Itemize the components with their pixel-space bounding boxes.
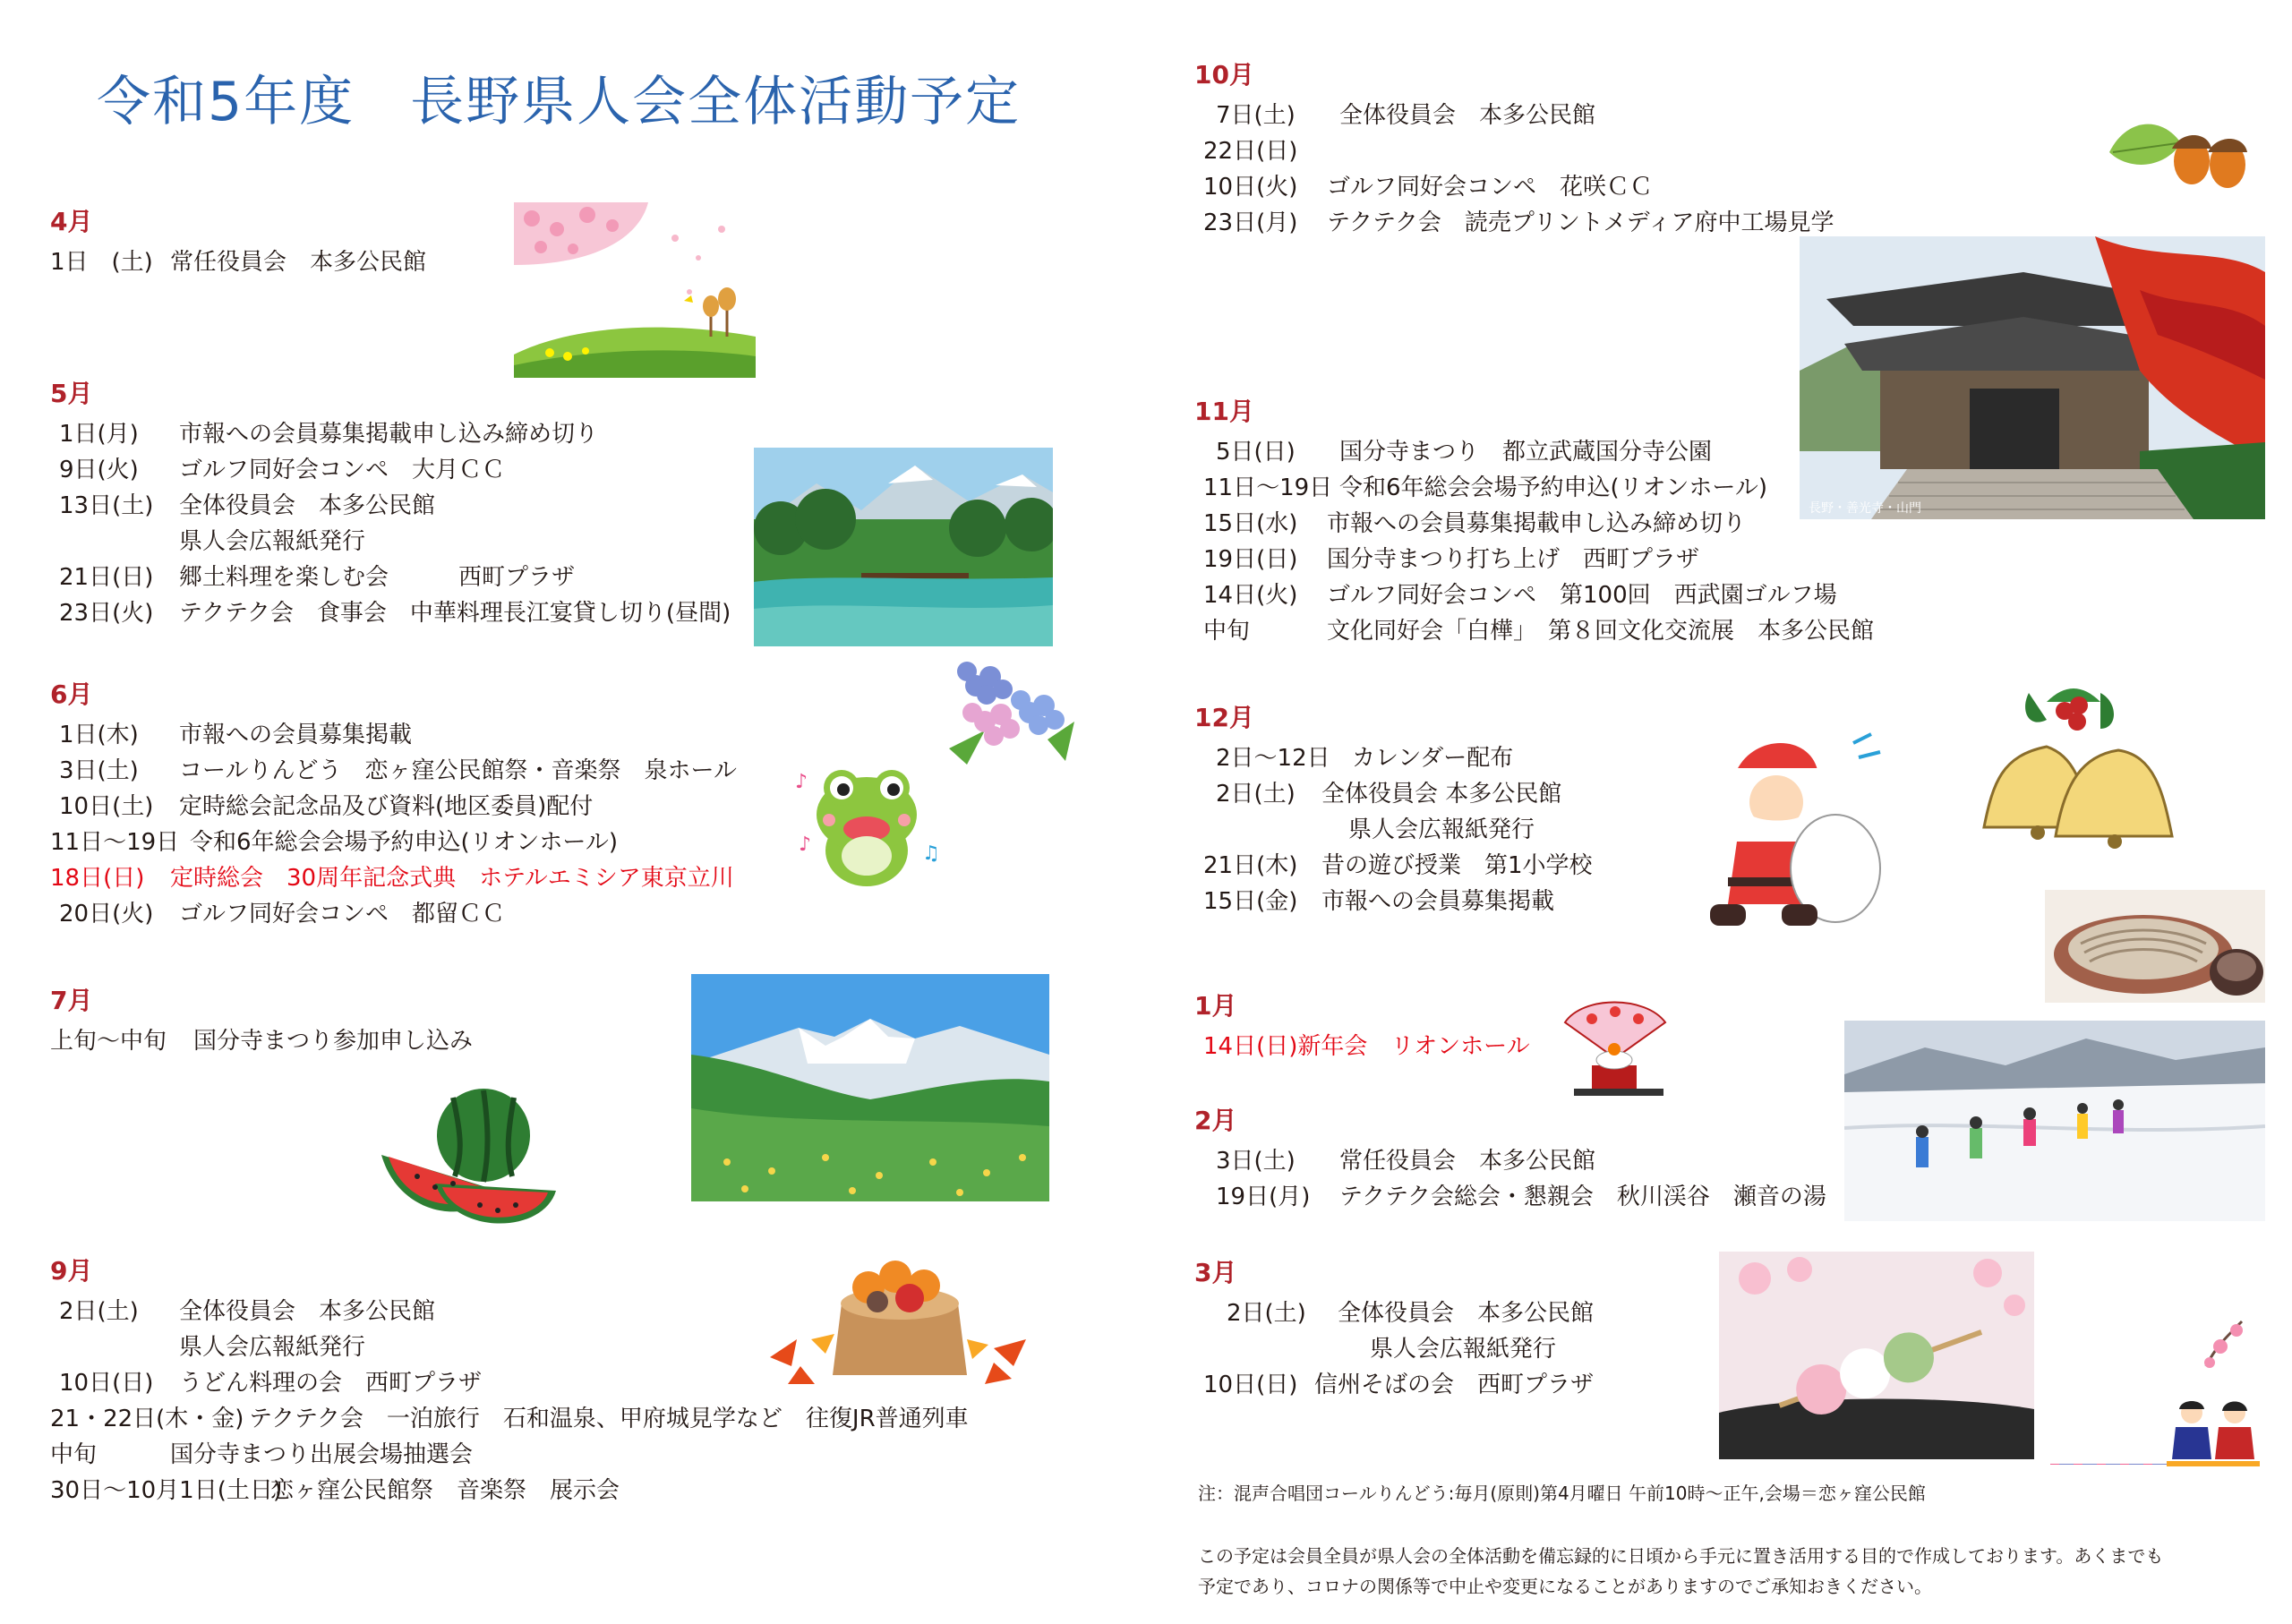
event-text: 国分寺まつり出展会場抽選会: [170, 1441, 474, 1468]
event-date: 19日(日): [1203, 546, 1298, 573]
event-text: 令和6年総会会場予約申込(リオンホール): [190, 829, 619, 856]
event-date: 10日(日): [59, 1370, 154, 1397]
soba-noodle-photo: [2045, 890, 2265, 1003]
event-date: 1日 (土): [50, 249, 153, 276]
frog-illustration: [788, 752, 940, 895]
event-row: [50, 718, 784, 754]
alpine-meadow-photo: [691, 974, 1049, 1201]
event-date: 2日～12日: [1216, 745, 1330, 772]
event-text: うどん料理の会 西町プラザ: [179, 1370, 483, 1397]
event-text: 国分寺まつり参加申し込み: [193, 1028, 474, 1055]
event-date: 14日(日): [1203, 1033, 1298, 1060]
event-text: テクテク会 一泊旅行 石和温泉、甲府城見学など 往復JR普通列車: [249, 1406, 969, 1432]
event-row-highlight: [50, 861, 784, 897]
event-date: 中旬: [1203, 618, 1251, 645]
month-october: [1194, 57, 1911, 242]
event-text: ゴルフ同好会コンペ 花咲ＣＣ: [1327, 174, 1654, 201]
event-text: ゴルフ同好会コンペ 都留ＣＣ: [179, 901, 506, 927]
event-text: カレンダー配布: [1352, 745, 1514, 772]
event-date: 3日(土): [59, 757, 139, 784]
month-label: 4月: [50, 207, 93, 236]
event-row: [1194, 98, 1911, 134]
event-text: 定時総会 30周年記念式典 ホテルエミシア東京立川: [170, 865, 734, 892]
month-label: 10月: [1194, 60, 1254, 90]
event-date: 7日(土): [1216, 102, 1296, 129]
footnote-disclaimer-line2: 予定であり、コロナの関係等で中止や変更になることがありますのでご承知おきください。: [1198, 1576, 1932, 1597]
watermelon-illustration: [372, 1083, 560, 1237]
event-text: 国分寺まつり打ち上げ 西町プラザ: [1327, 546, 1700, 573]
event-text: 全体役員会 本多公民館: [179, 1298, 436, 1325]
event-date: 10日(土): [59, 793, 154, 820]
event-text: テクテク会総会・懇親会 秋川渓谷 瀬音の湯: [1339, 1184, 1826, 1210]
event-row: [50, 1438, 999, 1474]
santa-illustration: [1683, 725, 1889, 940]
event-row: [50, 1024, 677, 1060]
photo-caption: 長野・善光寺・山門: [1809, 501, 1921, 516]
event-text: 全体役員会 本多公民館: [1338, 1300, 1595, 1327]
event-date: 1日(月): [59, 421, 139, 448]
event-date: 11日～19日: [1203, 474, 1333, 501]
event-row: [1194, 614, 1911, 650]
event-row: [50, 453, 748, 489]
month-label: 6月: [50, 680, 93, 709]
event-row: [50, 897, 784, 933]
footnote-chorus: 注：混声合唱団コールりんどう:毎月(原則)第4月曜日 午前10時～正午,会場＝恋ヶ窪公民館: [1198, 1483, 1926, 1504]
event-list: [50, 1024, 677, 1060]
event-row: [50, 596, 748, 632]
event-text: 全体役員会 本多公民館: [1321, 781, 1562, 808]
event-date: 上旬～中旬: [50, 1028, 167, 1055]
event-row: [50, 1474, 999, 1509]
event-text: 県人会広報紙発行: [179, 528, 366, 555]
christmas-bells-illustration: [1966, 675, 2181, 854]
event-row: [1194, 578, 1911, 614]
event-list: [50, 417, 748, 632]
event-text: テクテク会 読売プリントメディア府中工場見学: [1327, 209, 1834, 236]
event-date: 21・22日(木・金): [50, 1406, 244, 1432]
event-text: 国分寺まつり 都立武蔵国分寺公園: [1339, 439, 1713, 466]
event-text: 信州そばの会 西町プラザ: [1314, 1372, 1595, 1398]
event-row: [50, 417, 748, 453]
event-row: [50, 489, 748, 525]
event-date: 21日(日): [59, 564, 154, 591]
footnote-disclaimer-line1: この予定は会員全員が県人会の全体活動を備忘録的に日頃から手元に置き活用する目的で作成しております。あくまでも: [1198, 1545, 2164, 1567]
event-text: 定時総会記念品及び資料(地区委員)配付: [179, 793, 594, 820]
event-text: テクテク会 食事会 中華料理長江宴貸し切り(昼間): [179, 600, 731, 627]
svg-text:♪: ♪: [799, 833, 812, 856]
month-label: 2月: [1194, 1106, 1237, 1135]
event-date: 1日(木): [59, 722, 139, 748]
skiing-photo: [1844, 1021, 2265, 1221]
event-text: コールりんどう 恋ヶ窪公民館祭・音楽祭 泉ホール: [179, 757, 737, 784]
month-label: 9月: [50, 1256, 93, 1286]
event-date: 19日(月): [1216, 1184, 1311, 1210]
event-date: 11日～19日: [50, 829, 180, 856]
month-may: [50, 376, 748, 632]
event-row: [50, 525, 748, 560]
event-date: 15日(金): [1203, 888, 1298, 915]
month-july: [50, 983, 677, 1060]
svg-text:♪: ♪: [795, 771, 808, 793]
spring-meadow-illustration: [514, 202, 756, 378]
temple-gate-photo: [1800, 236, 2265, 519]
event-date: 2日(土): [1216, 781, 1296, 808]
autumn-stump-illustration: [752, 1250, 1048, 1393]
event-date: 21日(木): [1203, 852, 1298, 879]
event-row: [50, 754, 784, 790]
event-list: [50, 718, 784, 933]
event-row: [50, 825, 784, 861]
month-label: 5月: [50, 379, 93, 408]
acorn-illustration: [2109, 98, 2253, 197]
month-june: [50, 677, 784, 933]
new-year-fan-illustration: [1556, 996, 1674, 1099]
event-date: 23日(火): [59, 600, 154, 627]
event-date: 3日(土): [1216, 1148, 1296, 1175]
event-row: [1194, 1144, 1875, 1180]
event-text: 市報への会員募集掲載: [1321, 888, 1555, 915]
event-date: 2日(土): [1227, 1300, 1306, 1327]
event-date: 9日(火): [59, 457, 139, 483]
event-text: 郷土料理を楽しむ会 西町プラザ: [179, 564, 576, 591]
event-row: [1194, 1180, 1875, 1216]
event-text: 令和6年総会会場予約申込(リオンホール): [1339, 474, 1768, 501]
page-title: 令和5年度 長野県人会全体活動予定: [97, 71, 1022, 133]
event-date: 23日(月): [1203, 209, 1298, 236]
event-row: [50, 560, 748, 596]
decorative-stripe: [2050, 1457, 2167, 1465]
mountain-river-photo: [754, 448, 1053, 646]
svg-text:♫: ♫: [922, 842, 940, 865]
event-date: 18日(日): [50, 865, 145, 892]
event-row: [1194, 543, 1911, 578]
event-date: 中旬: [50, 1441, 98, 1468]
event-text: 県人会広報紙発行: [179, 1334, 366, 1361]
event-text: ゴルフ同好会コンペ 大月ＣＣ: [179, 457, 506, 483]
event-date: 10日(日): [1203, 1372, 1298, 1398]
event-text: 市報への会員募集掲載申し込み締め切り: [179, 421, 599, 448]
event-text: 市報への会員募集掲載: [179, 722, 413, 748]
event-text: 恋ヶ窪公民館祭 音楽祭 展示会: [270, 1477, 620, 1504]
event-date: 30日～10月1日(土日): [50, 1477, 282, 1504]
event-text: 新年会 リオンホール: [1297, 1033, 1530, 1060]
event-row: [1194, 134, 1911, 170]
event-text: 常任役員会 本多公民館: [1339, 1148, 1596, 1175]
event-row: [50, 1402, 999, 1438]
event-date: 15日(水): [1203, 510, 1298, 537]
event-date: 20日(火): [59, 901, 154, 927]
event-text: 県人会広報紙発行: [1348, 816, 1535, 843]
event-text: 昔の遊び授業 第1小学校: [1321, 852, 1593, 879]
month-label: 3月: [1194, 1258, 1237, 1287]
event-date: 14日(火): [1203, 582, 1298, 609]
event-date: 10日(火): [1203, 174, 1298, 201]
event-date: 2日(土): [59, 1298, 139, 1325]
month-february: [1194, 1103, 1875, 1216]
month-label: 12月: [1194, 703, 1254, 732]
month-label: 7月: [50, 986, 93, 1015]
sakura-dango-photo: [1719, 1252, 2034, 1459]
event-text: 市報への会員募集掲載申し込み締め切り: [1327, 510, 1747, 537]
event-date: 13日(土): [59, 492, 154, 519]
event-text: 全体役員会 本多公民館: [179, 492, 436, 519]
plum-blossom-illustration: [2197, 1312, 2251, 1375]
event-text: 常任役員会 本多公民館: [170, 249, 427, 276]
event-text: ゴルフ同好会コンペ 第100回 西武園ゴルフ場: [1327, 582, 1837, 609]
event-row: [50, 790, 784, 825]
event-row: [1194, 170, 1911, 206]
event-list: [1194, 1144, 1875, 1216]
event-text: 全体役員会 本多公民館: [1339, 102, 1596, 129]
event-text: 県人会広報紙発行: [1370, 1336, 1557, 1363]
hydrangea-illustration: [931, 650, 1083, 766]
month-label: 1月: [1194, 991, 1237, 1021]
event-list: [1194, 98, 1911, 242]
event-date: 5日(日): [1216, 439, 1296, 466]
month-label: 11月: [1194, 397, 1254, 426]
hina-dolls-illustration: [2167, 1391, 2260, 1466]
event-text: 文化同好会「白樺」 第８回文化交流展 本多公民館: [1327, 618, 1875, 645]
event-date: 22日(日): [1203, 138, 1298, 165]
